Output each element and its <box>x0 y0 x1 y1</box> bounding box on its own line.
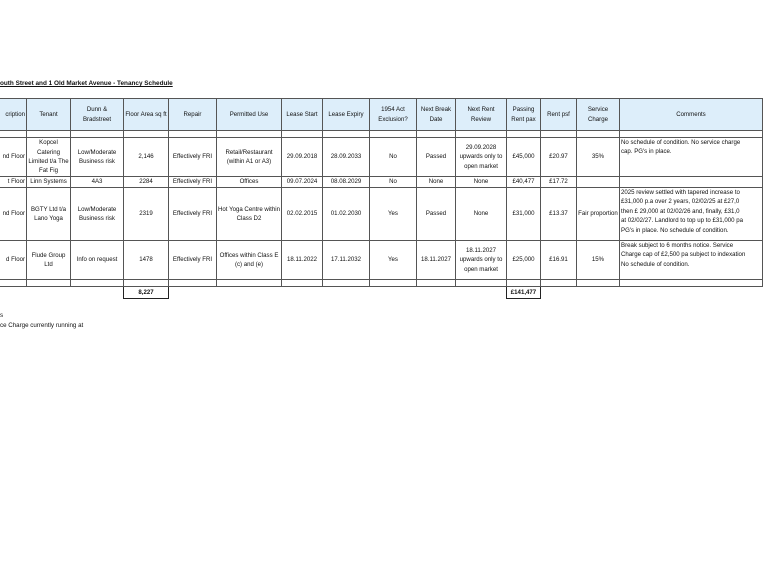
table-row <box>0 241 763 280</box>
totals-row <box>0 287 763 299</box>
cell-lease-expiry: 28.09.2033 <box>323 138 370 177</box>
comment-line: No schedule of condition. <box>621 260 690 268</box>
cell-passing-rent: £25,000 <box>507 241 541 280</box>
cell-next-break-date: None <box>417 177 456 188</box>
cell-1954-act-exclusion: No <box>370 138 417 177</box>
header-floor-area: Floor Area sq ft <box>124 99 169 131</box>
header-permitted-use: Permitted Use <box>217 99 282 131</box>
cell-repair: Effectively FRI <box>169 188 217 241</box>
header-description: cription <box>0 99 27 131</box>
cell-description: nd Floor <box>0 138 27 177</box>
cell-tenant: Linn Systems <box>27 177 71 188</box>
cell-lease-start: 09.07.2024 <box>282 177 323 188</box>
cell-rent-psf: £17.72 <box>541 177 577 188</box>
cell-floor-area: 2284 <box>124 177 169 188</box>
cell-service-charge: 35% <box>577 138 620 177</box>
cell-dunn-bradstreet: 4A3 <box>71 177 124 188</box>
header-dunn-bradstreet: Dunn & Bradstreet <box>71 99 124 131</box>
schedule-title: outh Street and 1 Old Market Avenue - Tenancy Schedule <box>0 80 173 87</box>
header-passing-rent: Passing Rent pax <box>507 99 541 131</box>
cell-service-charge: 15% <box>577 241 620 280</box>
cell-next-rent-review: 29.09.2028 upwards only to open market <box>456 138 507 177</box>
total-floor-area: 8,227 <box>124 287 169 299</box>
cell-floor-area: 2,146 <box>124 138 169 177</box>
cell-dunn-bradstreet: Info on request <box>71 241 124 280</box>
comment-line: 2025 review settled with tapered increase to <box>621 189 740 196</box>
cell-permitted-use: Offices <box>217 177 282 188</box>
header-next-rent-review: Next Rent Review <box>456 99 507 131</box>
cell-dunn-bradstreet: Low/Moderate Business risk <box>71 138 124 177</box>
comment-line: cap. PG's in place. <box>621 148 672 156</box>
cell-description: t Floor <box>0 177 27 188</box>
cell-next-break-date: Passed <box>417 138 456 177</box>
cell-passing-rent: £45,000 <box>507 138 541 177</box>
comment-line: Break subject to 6 months notice. Service <box>621 242 734 249</box>
total-passing-rent: £141,477 <box>507 287 541 299</box>
header-row <box>0 99 763 131</box>
spacer-row <box>0 131 763 138</box>
cell-repair: Effectively FRI <box>169 241 217 280</box>
comment-line: PG's in place. No schedule of condition. <box>621 226 729 234</box>
cell-dunn-bradstreet: Low/Moderate Business risk <box>71 188 124 241</box>
cell-lease-expiry: 17.11.2032 <box>323 241 370 280</box>
cell-1954-act-exclusion: Yes <box>370 241 417 280</box>
header-service-charge: Service Charge <box>577 99 620 131</box>
comment-line: then £ 29,000 at 02/02/26 and, finally, £31,0 <box>621 207 740 215</box>
cell-service-charge: Fair proportion <box>577 188 620 241</box>
cell-description: nd Floor <box>0 188 27 241</box>
spacer-row <box>0 280 763 287</box>
comment-line: £31,000 p.a over 2 years, 02/02/25 at £27,0 <box>621 198 740 206</box>
cell-1954-act-exclusion: Yes <box>370 188 417 241</box>
header-rent-psf: Rent psf <box>541 99 577 131</box>
cell-description: d Floor <box>0 241 27 280</box>
cell-rent-psf: £20.97 <box>541 138 577 177</box>
cell-next-rent-review: None <box>456 177 507 188</box>
cell-permitted-use: Offices within Class E (c) and (e) <box>217 241 282 280</box>
table-row <box>0 188 763 241</box>
cell-passing-rent: £40,477 <box>507 177 541 188</box>
cell-comments <box>620 188 763 241</box>
cell-tenant: Flude Group Ltd <box>27 241 71 280</box>
cell-rent-psf: £16.91 <box>541 241 577 280</box>
cell-service-charge <box>577 177 620 188</box>
cell-repair: Effectively FRI <box>169 138 217 177</box>
tenancy-schedule-table <box>0 98 763 299</box>
footnote-line: s <box>0 312 4 319</box>
cell-lease-expiry: 08.08.2029 <box>323 177 370 188</box>
header-next-break-date: Next Break Date <box>417 99 456 131</box>
cell-comments <box>620 177 763 188</box>
comment-line: No schedule of condition. No service charge <box>621 139 741 146</box>
cell-tenant: Kopcel Catering Limited t/a The Fat Fig <box>27 138 71 177</box>
cell-floor-area: 1478 <box>124 241 169 280</box>
cell-lease-start: 02.02.2015 <box>282 188 323 241</box>
cell-rent-psf: £13.37 <box>541 188 577 241</box>
cell-tenant: BGTY Ltd t/a Lano Yoga <box>27 188 71 241</box>
footnote-line: ce Charge currently running at <box>0 321 84 329</box>
header-repair: Repair <box>169 99 217 131</box>
cell-permitted-use: Hot Yoga Centre within Class D2 <box>217 188 282 241</box>
cell-lease-start: 29.09.2018 <box>282 138 323 177</box>
table-row <box>0 177 763 188</box>
header-comments: Comments <box>620 99 763 131</box>
header-lease-expiry: Lease Expiry <box>323 99 370 131</box>
comment-line: Charge cap of £2,500 pa subject to indexation <box>621 251 746 259</box>
cell-passing-rent: £31,000 <box>507 188 541 241</box>
header-lease-start: Lease Start <box>282 99 323 131</box>
comment-line: at 02/02/27. Landlord to top up to £31,000 pa <box>621 217 743 225</box>
cell-next-break-date: Passed <box>417 188 456 241</box>
header-tenant: Tenant <box>27 99 71 131</box>
cell-permitted-use: Retail/Restaurant (within A1 or A3) <box>217 138 282 177</box>
cell-comments <box>620 241 763 280</box>
cell-1954-act-exclusion: No <box>370 177 417 188</box>
cell-comments <box>620 138 763 177</box>
cell-next-rent-review: 18.11.2027 upwards only to open market <box>456 241 507 280</box>
cell-lease-expiry: 01.02.2030 <box>323 188 370 241</box>
cell-next-rent-review: None <box>456 188 507 241</box>
cell-repair: Effectively FRI <box>169 177 217 188</box>
table-row <box>0 138 763 177</box>
footnotes <box>0 311 83 330</box>
cell-next-break-date: 18.11.2027 <box>417 241 456 280</box>
header-1954-act-exclusion: 1954 Act Exclusion? <box>370 99 417 131</box>
cell-floor-area: 2319 <box>124 188 169 241</box>
cell-lease-start: 18.11.2022 <box>282 241 323 280</box>
